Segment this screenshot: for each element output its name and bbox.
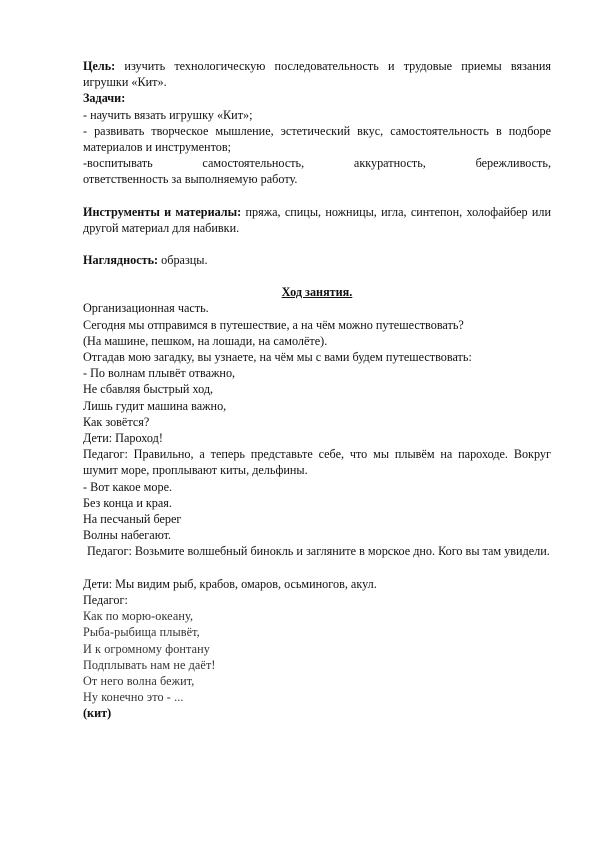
tools-paragraph [83,204,551,236]
tasks-label: Задачи: [83,91,126,106]
poem-line: Рыба-рыбища плывёт, [83,625,200,640]
lesson-line: - По волнам плывёт отважно, [83,366,236,381]
poem-line: И к огромному фонтану [83,641,210,656]
sea-line: Волны набегают. [83,528,172,543]
lesson-line: (На машине, пешком, на лошади, на самолёте). [83,333,328,348]
task-item: - развивать творческое мышление, эстетический вкус, самостоятельность в подборе материалов и инструментов; [83,123,551,155]
task-item-line: -воспитывать самостоятельность, аккуратность, бережливость, [83,156,551,171]
lesson-line: Организационная часть. [83,301,209,316]
teacher-paragraph: Педагог: Правильно, а теперь представьте себе, что мы плывём на пароходе. Вокруг шумит море, проплывают киты, дельфины. [83,447,551,478]
goal-label: Цель: [83,59,116,73]
tools-text: пряжа, спицы, ножницы, игла, синтепон, холофайбер или другой материал для набивки. [83,204,551,235]
lesson-line: Сегодня мы отправимся в путешествие, а на чём можно путешествовать? [83,317,464,332]
poem-line: Ну конечно это - ... [83,690,184,705]
children-answer: Дети: Мы видим рыб, крабов, омаров, осьминогов, акул. [83,576,377,591]
task-item-line: ответственность за выполняемую работу. [83,172,298,187]
spacer [83,268,551,284]
lesson-line: Как зовётся? [83,414,150,429]
lesson-line: Не сбавляя быстрый ход, [83,382,214,397]
sea-line: Без конца и края. [83,495,172,510]
poem-line: Как по морю-океану, [83,609,194,624]
goal-paragraph [83,58,551,90]
task-item: - научить вязать игрушку «Кит»; [83,107,253,122]
lesson-line: Отгадав мою загадку, вы узнаете, на чём мы с вами будем путешествовать: [83,350,472,365]
spacer [83,560,551,576]
poem-line: От него волна бежит, [83,673,195,688]
spacer [83,236,551,252]
goal-text: изучить технологическую последовательность и трудовые приемы вязания игрушки «Кит». [83,59,551,90]
spacer [83,188,551,204]
teacher-label: Педагог: [83,592,128,607]
lesson-heading: Ход занятия. [281,285,353,300]
visual-text: образцы. [158,253,208,268]
lesson-line: Дети: Пароход! [83,431,163,446]
document-body [83,58,551,722]
teacher-paragraph: Педагог: Возьмите волшебный бинокль и загляните в морское дно. Кого вы там увидели. [87,544,550,559]
poem-line: Подплывать нам не даёт! [83,657,216,672]
lesson-line: Лишь гудит машина важно, [83,398,227,413]
riddle-answer: (кит) [83,706,112,721]
sea-line: - Вот какое море. [83,479,173,494]
sea-line: На песчаный берег [83,512,182,527]
visual-label: Наглядность: [83,253,159,268]
visual-paragraph [83,252,551,268]
tools-label: Инструменты и материалы: [83,204,242,219]
